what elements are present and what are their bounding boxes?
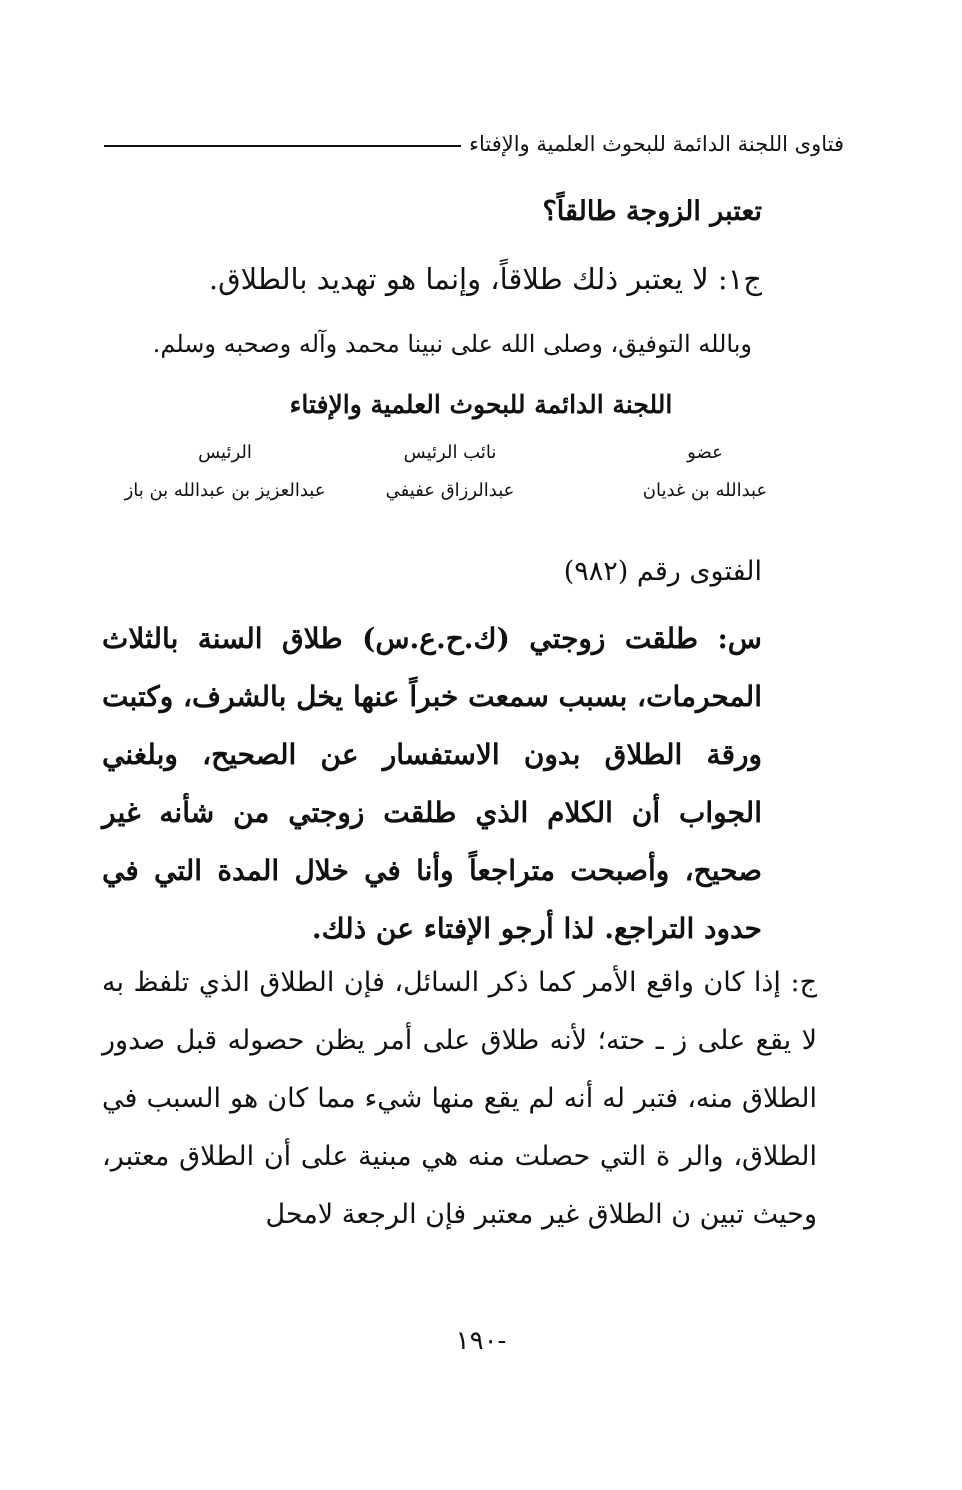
closing-formula: وبالله التوفيق، وصلى الله على نبينا محمد وآله وصحبه وسلم.: [152, 330, 752, 358]
answer-paragraph: ج: إذا كان واقع الأمر كما ذكر السائل، فإن الطلاق الذي تلفظ به لا يقع على ز ـ حته؛ لأنه طلاق على أمر يظن حصوله قبل صدور الطلاق منه، فتبر له أنه لم يقع منها شيء مما كان هو السبب في الطلاق، والر ة التي حصلت منه هي مبنية على أن الطلاق معتبر، وحيث تبين ن الطلاق غير معتبر فإن الرجعة لامحل: [102, 967, 817, 1230]
question-paragraph: س: طلقت زوجتي (ك.ح.ع.س) طلاق السنة بالثلاث المحرمات، بسبب سمعت خبراً عنها يخل بالشرف، وكتبت ورقة الطلاق بدون الاستفسار عن الصحيح، وبلغني الجواب أن الكلام الذي طلقت زوجتي من شأنه غير صحيح، وأصبحت متراجعاً وأنا في خلال المدة التي في حدود التراجع. لذا أرجو الإفتاء عن ذلك.: [102, 622, 762, 945]
signatory-name: عبدالله بن غديان: [642, 480, 768, 501]
signatory-member: [630, 442, 780, 501]
fatwa-number: الفتوى رقم (٩٨٢): [563, 556, 762, 587]
short-answer: ج١: لا يعتبر ذلك طلاقاً، وإنما هو تهديد بالطلاق.: [208, 262, 762, 296]
signatory-name: عبدالعزيز بن عبدالله بن باز: [124, 480, 326, 501]
signatory-role: عضو: [687, 442, 723, 463]
running-header-title: فتاوى اللجنة الدائمة للبحوث العلمية والإفتاء: [469, 132, 844, 156]
question-ending: تعتبر الزوجة طالقاً؟: [542, 196, 762, 227]
page-number: -١٩٠: [455, 1326, 507, 1356]
signatory-name: عبدالرزاق عفيفي: [385, 480, 515, 501]
signatory-president: [110, 442, 340, 501]
signatures-block: [124, 442, 780, 522]
header-rule: [104, 145, 461, 147]
signatory-vice-president: [350, 442, 550, 501]
signatory-role: الرئيس: [198, 442, 252, 463]
committee-name: اللجنة الدائمة للبحوث العلمية والإفتاء: [289, 390, 673, 419]
signatory-role: نائب الرئيس: [403, 442, 497, 463]
running-header: [104, 132, 844, 156]
